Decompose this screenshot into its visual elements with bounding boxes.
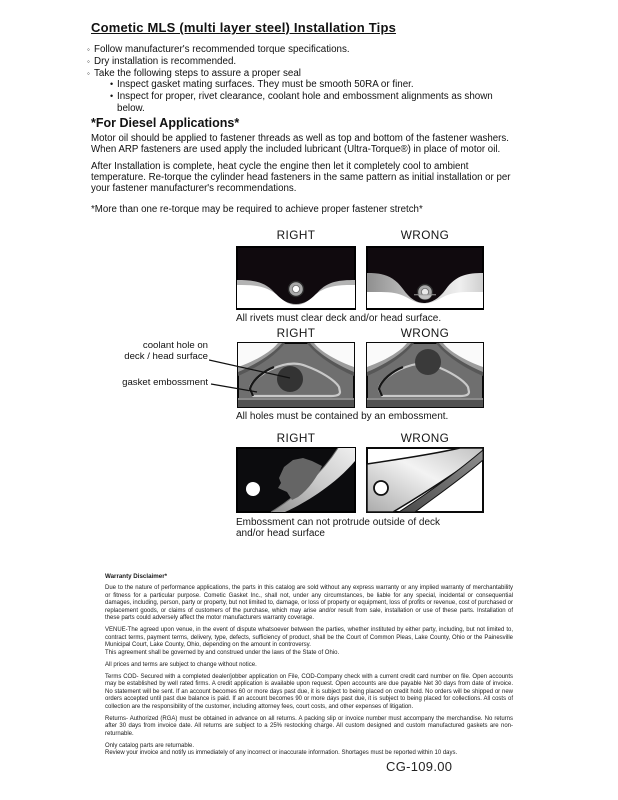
right-label: RIGHT [276, 326, 316, 340]
gasket-embossment-label: gasket embossment [122, 377, 208, 388]
warranty-paragraph: VENUE-The agreed upon venue, in the event of dispute whatsoever between the parties, whether instituted by either party, including, but not limited to, contract terms, payment terms, delivery, type, defects, sufficiency of product, shall be the Court of Common Pleas, Lake County, Ohio or the Painesville Municipal Court, Lake County, Ohio, depending on the amount in controversy. [105, 627, 513, 649]
retorque-note: *More than one re-torque may be required to achieve proper fastener stretch* [91, 204, 423, 215]
diagram-embossment-protrusion [236, 431, 488, 539]
wrong-label: WRONG [400, 326, 450, 340]
diagram-header-row [236, 228, 488, 242]
bullet-text: Follow manufacturer's recommended torque specifications. [94, 44, 350, 55]
diagram-header-row [236, 431, 488, 445]
page-title: Cometic MLS (multi layer steel) Installation Tips [91, 20, 397, 35]
warranty-disclaimer-section [105, 573, 513, 757]
rivet-wrong-panel [366, 246, 484, 310]
bullet-text: Inspect for proper, rivet clearance, coolant hole and embossment alignments as shown below. [117, 91, 493, 114]
warranty-paragraph: Returns- Authorized (RGA) must be obtained in advance on all returns. A packing slip or invoice number must accompany the merchandise. No returns after 30 days from invoice date. All returns are subject to a 25% restocking charge. All custom designed and custom manufactured gaskets are non-returnable. [105, 715, 513, 737]
right-label: RIGHT [276, 228, 316, 242]
warranty-paragraph: Only catalog parts are returnable. [105, 742, 195, 749]
diagram-caption: All rivets must clear deck and/or head surface. [236, 313, 442, 324]
solid-bullet-icon: • [110, 79, 114, 90]
warranty-paragraph: Due to the nature of performance applications, the parts in this catalog are sold without any express warranty or any implied warranty of merchantability or fitness for a particular purpose. Cometic Gasket Inc., shall not, under any circumstances, be liable for any special, incidental or consequential damages, including, person, party or property, but not limited to, damage, or loss of property or equipment, loss of profits or revenue, cost of purchased or replacement goods, or claims of customers of the purchase, which may arise and/or result from sale, installation or use of these parts. Installation of these parts could adversely affect the motor manufacturers warranty coverage. [105, 585, 513, 622]
bullet-item [87, 56, 519, 68]
sub-bullet-item [87, 91, 519, 115]
wrong-label: WRONG [400, 431, 450, 445]
bullet-text: Inspect gasket mating surfaces. They must be smooth 50RA or finer. [117, 79, 414, 91]
diagram-header-row [236, 326, 488, 340]
bullet-text: Dry installation is recommended. [94, 55, 237, 67]
open-bullet-icon: ◦ [87, 45, 90, 54]
wrong-label: WRONG [400, 228, 450, 242]
diagram-caption: All holes must be contained by an embossment. [236, 411, 449, 422]
coolant-hole-label: coolant hole on deck / head surface [124, 340, 208, 362]
sub-bullet-list [87, 79, 519, 114]
embossment-wrong-panel [366, 342, 484, 408]
label-leader-lines [209, 345, 301, 399]
diesel-paragraph-2: After Installation is complete, heat cycle the engine then let it completely cool to ambient temperature. Re-torque the cylinder head fasteners in the same pattern as initial installation or per your fastener manufacturer's recommendations. [91, 161, 511, 194]
sub-bullet-item [87, 79, 519, 91]
diagram-rivet-clearance [236, 228, 488, 324]
warranty-paragraph: All prices and terms are subject to change without notice. [105, 661, 257, 668]
diagram-caption: Embossment can not protrude outside of deck and/or head surface [236, 517, 441, 539]
warranty-paragraph: Review your invoice and notify us immediately of any incorrect or inaccurate information. Shortages must be reported within 10 days. [105, 750, 458, 757]
open-bullet-icon: ◦ [87, 56, 90, 66]
open-bullet-icon: ◦ [87, 68, 90, 78]
right-label: RIGHT [276, 431, 316, 445]
bullet-item [87, 44, 519, 56]
bullet-list [87, 44, 519, 115]
rivet-right-panel [236, 246, 356, 310]
warranty-paragraph: This agreement shall be governed by and construed under the laws of the State of Ohio. [105, 649, 340, 656]
protrusion-right-panel [236, 447, 356, 513]
protrusion-wrong-panel [366, 447, 484, 513]
diesel-paragraph-1: Motor oil should be applied to fastener threads as well as top and bottom of the fastener washers. When ARP fasteners are used apply the included lubricant (Ultra-Torque®) in place of motor oil. [91, 133, 509, 155]
warranty-paragraph: Terms COD- Secured with a completed dealer/jobber application on File, COD-Company check with a current credit card number on file. Open accounts may be established by well rated firms. A credit application is available upon request. Open accounts are due payable Net 30 days from date of invoice. No statement will be sent. If an account becomes 60 or more days past due, it is subject to being placed on credit hold. No orders will be shipped or new orders accepted until past due balance is paid. If an account becomes 90 or more days past due, it is subject to being placed for collections. All costs of collection are the responsibility of the customer, including attorney fees, court costs, and other expenses of litigation. [105, 673, 513, 710]
solid-bullet-icon: • [110, 91, 114, 102]
diesel-applications-heading: *For Diesel Applications* [91, 116, 240, 130]
page-code: CG-109.00 [386, 759, 453, 774]
bullet-item [87, 68, 519, 80]
bullet-text: Take the following steps to assure a proper seal [94, 67, 301, 79]
warranty-heading: Warranty Disclaimer* [105, 573, 168, 580]
